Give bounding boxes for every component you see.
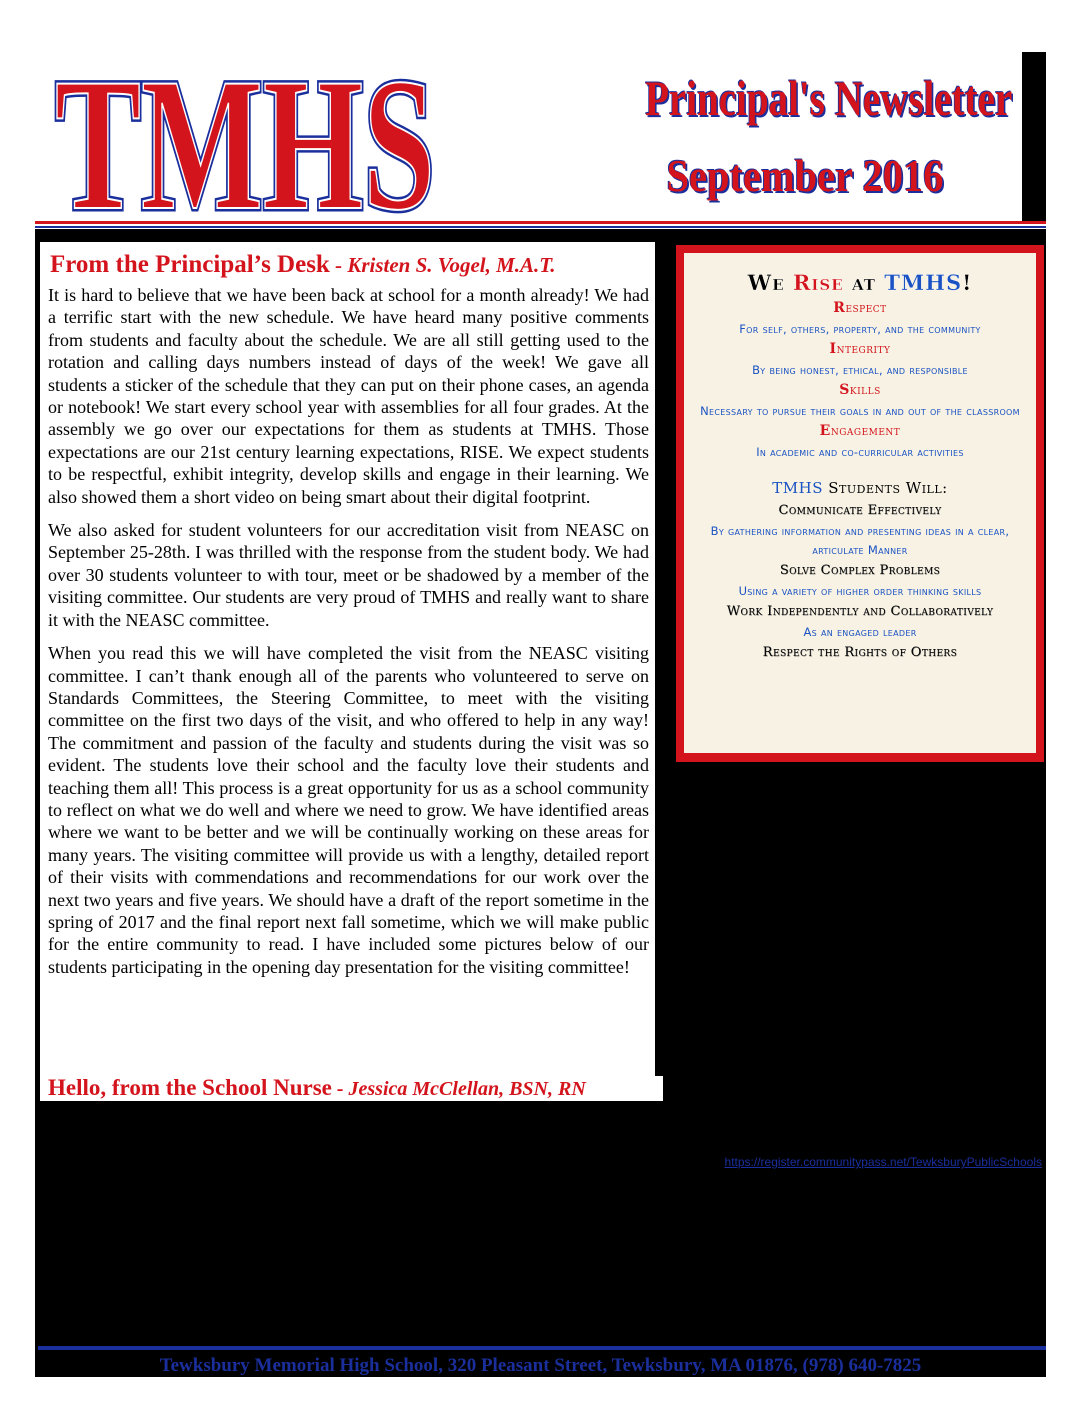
logo-text-fill: TMHS [55,58,435,218]
article-byline: - Kristen S. Vogel, M.A.T. [329,253,556,277]
will-communicate-desc: By gathering information and presenting ideas in a clear, [710,524,1010,538]
footer-rule [38,1346,1046,1350]
rise-word-skills: Skills [839,382,881,398]
will-solve-desc: Using a variety of higher order thinking skills [738,584,982,598]
rise-desc-integrity: By being honest, ethical, and responsible [752,363,968,377]
rise-title-we: We [747,270,793,295]
principal-article-body [48,284,649,989]
article-paragraph: When you read this we will have completed the visit from the NEASC visiting committee. I can’t thank enough all of the parents who volunteered to serve on Standards Committees, the Steering Committee, to meet with the visiting committee on the first two days of the visit, and who offered to help in any way! The commitment and passion of the faculty and students during the visit was so evident. The students love their school and the faculty love their students and teaching them all! This process is a great opportunity for us as a school community to reflect on what we do well and where we need to grow. We have identified areas where we want to be better and we will be continually working on these areas for many years. The visiting committee will provide us with a lengthy, detailed report of their visits with commendations and recommendations for our work over the next two years and five years. We should have a draft of the report sometime in the spring of 2017 and the final report next fall sometime, which we will make public for the entire community to read. I have included some pictures below of our students participating in the opening day presentation for the visiting committee! [48,643,649,977]
article-border [655,242,663,1076]
rise-title-rise: Rise [792,270,844,295]
will-work: Work Independently and Collaboratively [726,604,994,619]
rise-word-integrity: Integrity [829,341,891,357]
article-heading-text: From the Principal’s Desk [50,251,330,278]
rise-title-at: at [843,270,885,295]
logo-text: TMHS [55,58,435,218]
rise-title-school: TMHS [884,270,963,295]
newsletter-date: September 2016 [666,150,944,201]
nurse-byline: - Jessica McClellan, BSN, RN [331,1078,586,1100]
will-work-desc: As an engaged leader [803,625,917,639]
nurse-heading-text: Hello, from the School Nurse [48,1075,332,1100]
rise-desc-skills: Necessary to pursue their goals in and out of the classroom [700,404,1020,418]
header-rule-blue [35,226,1046,228]
rise-title-bang: ! [962,270,973,295]
principal-article-heading [50,250,660,280]
header-rule-red [35,221,1046,224]
will-communicate: Communicate Effectively [778,503,942,518]
rise-word-respect: Respect [833,300,887,316]
nurse-heading [48,1074,658,1103]
will-solve: Solve Complex Problems [779,563,941,578]
rise-desc-respect: For self, others, property, and the community [739,322,981,336]
tmhs-logo [50,58,440,218]
rise-title [688,270,1032,295]
registration-link[interactable]: https://register.communitypass.net/TewksburyPublicSchools [724,1155,1042,1169]
header-side-bar [1022,52,1046,224]
rise-word-engagement: Engagement [819,423,901,439]
footer-address: Tewksbury Memorial High School, 320 Pleasant Street, Tewksbury, MA 01876, (978) 640-7825 [159,1355,922,1376]
article-paragraph: It is hard to believe that we have been back at school for a month already! We had a terrific start with the new schedule. We have heard many positive comments from students and faculty about the schedule. We are all still getting used to the rotation and calling days numbers instead of days of the week! We gave all students a sticker of the schedule that they can put on their phone cases, an agenda or notebook! We start every school year with assemblies for all four grades. At the assembly we go over our expectations for them as students at TMHS. Those expectations are our 21st century learning expectations, RISE. We expect students to be respectful, exhibit integrity, develop skills and engage in their learning. We also showed them a short video on being smart about their digital footprint. [48,285,649,507]
rise-content [688,270,1032,666]
rise-desc-engagement: In academic and co-curricular activities [756,445,964,459]
will-communicate-desc-2: articulate Manner [812,543,908,557]
students-will-title: TMHS Students Will: [772,479,948,497]
will-respect-rights: Respect the Rights of Others [762,645,958,660]
article-paragraph: We also asked for student volunteers for our accreditation visit from NEASC on September 25-28th. I was thrilled with the response from the student body. We had over 30 students volunteer to with tour, meet or be shadowed by a member of the visiting committee. Our students are very proud of TMHS and really want to share it with the NEASC committee. [48,520,649,630]
newsletter-title: Principal's Newsletter [645,70,1013,126]
